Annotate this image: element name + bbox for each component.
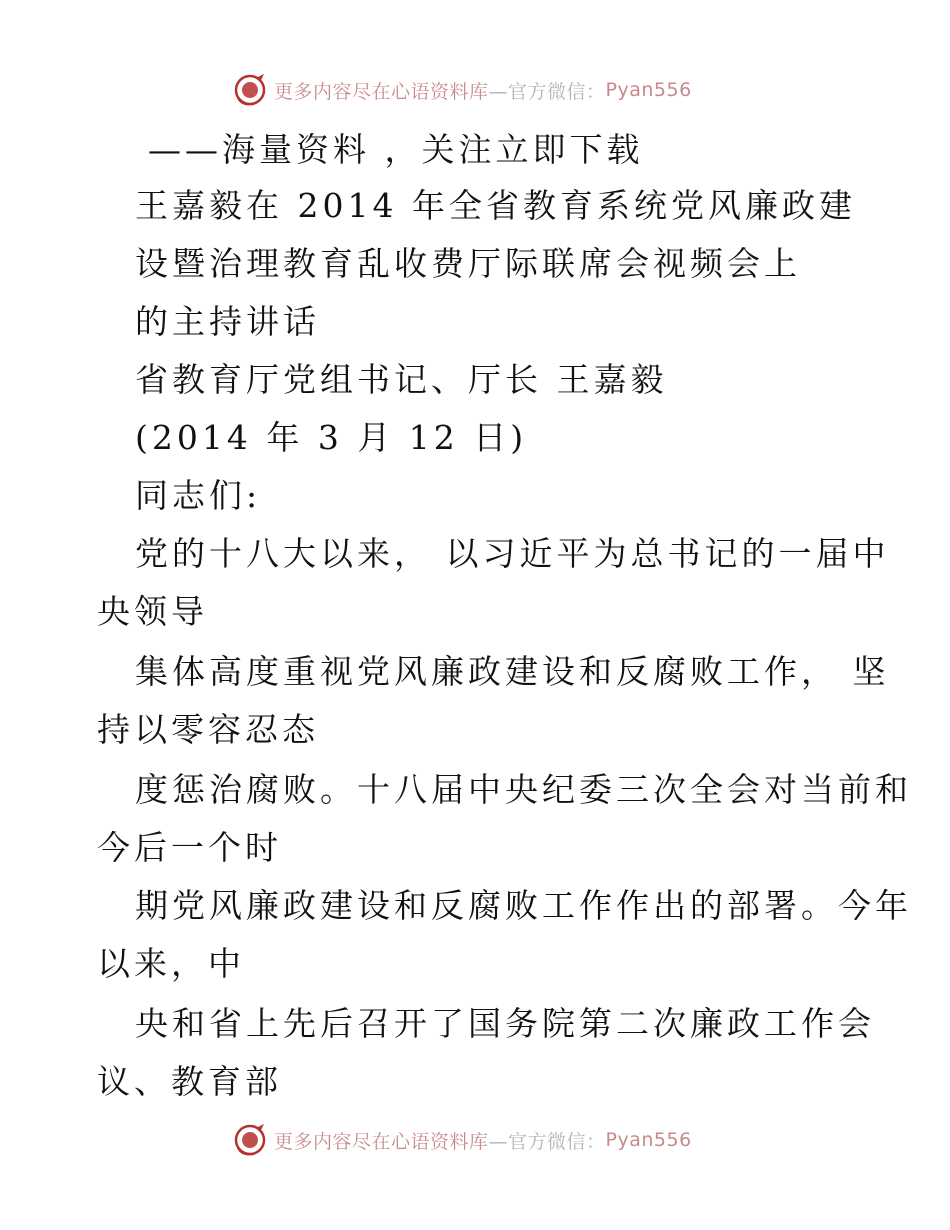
date-line: (2014 年 3 月 12 日) xyxy=(135,418,528,457)
paragraph-line: 央领导 xyxy=(97,592,208,631)
title-line-3: 的主持讲话 xyxy=(135,302,320,341)
paragraph-line: 议、教育部 xyxy=(97,1062,282,1101)
paragraph-line: 央和省上先后召开了国务院第二次廉政工作会 xyxy=(135,1004,875,1043)
salutation-line: 同志们: xyxy=(135,476,262,515)
watermark-title: 更多内容尽在心语资料库 xyxy=(274,1130,489,1153)
title-line-2: 设暨治理教育乱收费厅际联席会视频会上 xyxy=(135,244,801,283)
footer-watermark xyxy=(232,1120,692,1160)
watermark-wechat-id: Pyan556 xyxy=(605,79,692,101)
paragraph-line: 度惩治腐败。十八届中央纪委三次全会对当前和 xyxy=(135,770,912,809)
paragraph-line: 期党风廉政建设和反腐败工作作出的部署。今年 xyxy=(135,886,912,925)
header-watermark xyxy=(232,70,692,110)
author-line: 省教育厅党组书记、厅长 王嘉毅 xyxy=(135,360,668,399)
pen-logo-icon xyxy=(232,72,268,108)
watermark-separator: —官方微信： xyxy=(488,1130,606,1153)
watermark-wechat-id: Pyan556 xyxy=(605,1129,692,1151)
watermark-title: 更多内容尽在心语资料库 xyxy=(274,80,489,103)
title-line-1: 王嘉毅在 2014 年全省教育系统党风廉政建 xyxy=(135,186,856,225)
paragraph-line: 党的十八大以来， 以习近平为总书记的一届中 xyxy=(135,534,890,573)
watermark-separator: —官方微信： xyxy=(488,80,606,103)
promo-line: ——海量资料 ，关注立即下载 xyxy=(148,130,644,169)
paragraph-line: 今后一个时 xyxy=(97,828,282,867)
paragraph-line: 集体高度重视党风廉政建设和反腐败工作， 坚 xyxy=(135,652,890,691)
paragraph-line: 持以零容忍态 xyxy=(97,710,319,749)
paragraph-line: 以来，中 xyxy=(97,944,245,983)
pen-logo-icon xyxy=(232,1122,268,1158)
